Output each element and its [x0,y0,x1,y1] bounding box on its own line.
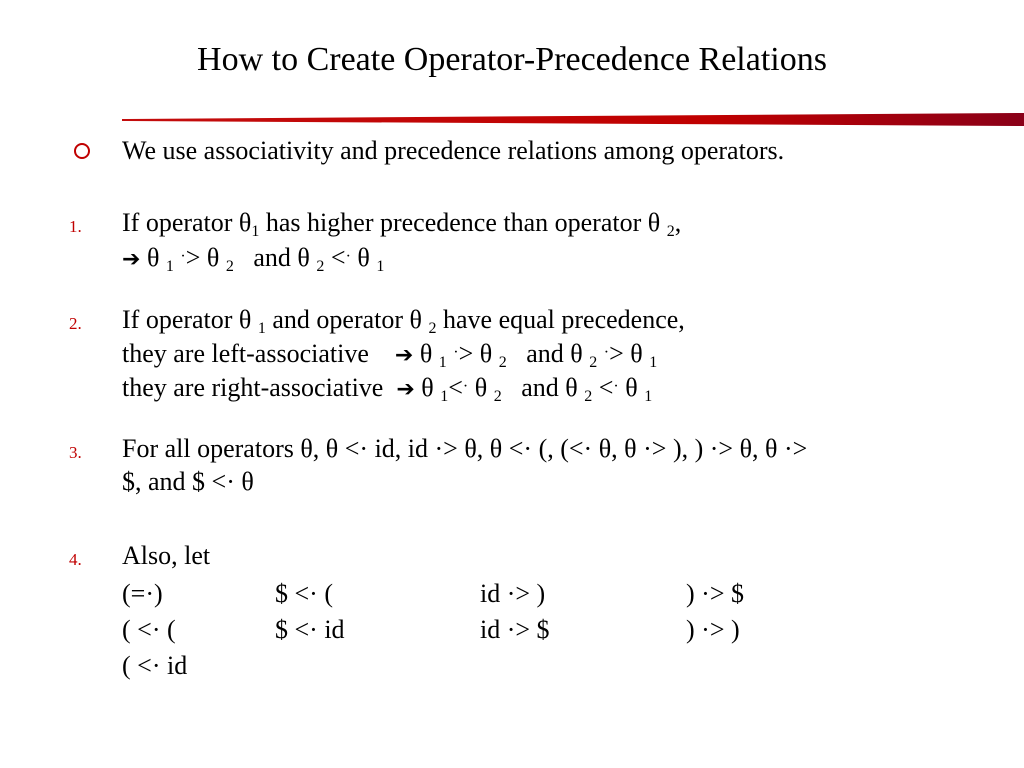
relation-cell: $ <· id [275,615,345,644]
item-number: 3. [69,443,82,462]
item-number: 1. [69,217,82,236]
slide-title: How to Create Operator-Precedence Relations [197,41,827,78]
relation-cell: ( <· id [122,651,188,680]
item-1-line-2: ➔ θ $_1$ ·> θ $_2$ and θ $_2$ <· θ $_1$ [122,243,385,275]
right-arrow-icon: ➔ [394,343,414,368]
item-3-line-2: $, and $ <· θ [122,467,254,496]
item-3-line-1: For all operators θ, θ <· id, id ·> θ, θ <· (, (<· θ, θ ·> ), ) ·> θ, θ ·> [122,434,808,463]
item-4-label: Also, let [122,541,211,570]
item-1-line-1: If operator $\theta_1$ has higher precedence than operator θ $_2$, [122,208,682,240]
relation-cell: ) ·> ) [686,615,740,644]
item-number: 2. [69,314,82,333]
right-arrow-icon: ➔ [122,247,141,272]
intro-text: We use associativity and precedence relations among operators. [122,136,785,165]
relation-cell: id ·> $ [480,615,550,644]
relation-cell: id ·> ) [480,579,546,608]
title-underline [122,112,1024,128]
relation-cell: (=·) [122,579,163,608]
right-arrow-icon: ➔ [396,377,415,402]
item-2-line-2: they are left-associative ➔ θ $_1$ ·> θ $_2$ and θ $_2$ ·> θ $_1$ [122,339,658,371]
relation-cell: ( <· ( [122,615,176,644]
item-2-line-1: If operator θ $_1$ and operator θ $_2$ have equal precedence, [122,305,685,337]
item-2-line-3: they are right-associative ➔ θ $_1$<· θ $_2$ and θ $_2$ <· θ $_1$ [122,373,653,405]
relation-cell: ) ·> $ [686,579,744,608]
item-number: 4. [69,550,82,569]
hollow-circle-bullet-icon [74,143,90,159]
relation-cell: $ <· ( [275,579,333,608]
